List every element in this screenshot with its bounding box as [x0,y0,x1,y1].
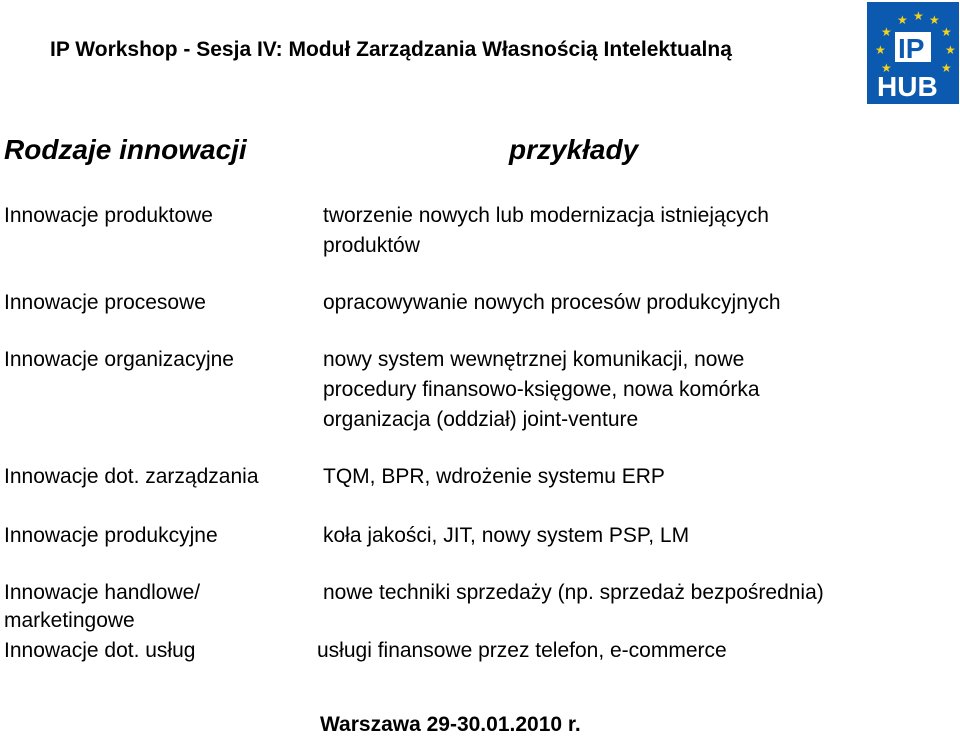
row-text-organizational-line3: organizacja (oddział) joint-venture [323,408,639,431]
svg-text:★: ★ [897,13,908,27]
logo-text-top: IP [898,33,925,64]
column-heading-examples: przykłady [509,134,639,165]
svg-text:★: ★ [929,13,940,27]
row-label-production: Innowacje produkcyjne [4,524,218,547]
row-text-marketing-line1: nowe techniki sprzedaży (np. sprzedaż bezpośrednia) [323,581,824,604]
row-text-management-line1: TQM, BPR, wdrożenie systemu ERP [323,465,665,488]
row-label-organizational: Innowacje organizacyjne [4,348,234,371]
row-text-organizational-line2: procedury finansowo-księgowe, nowa komórka [323,378,760,401]
row-label-marketing-line2: marketingowe [4,609,135,632]
svg-text:★: ★ [881,61,892,75]
row-label-services: Innowacje dot. usług [4,639,196,662]
row-text-production-line1: koła jakości, JIT, nowy system PSP, LM [323,524,690,547]
logo-text-bottom: HUB [877,71,938,102]
row-label-process: Innowacje procesowe [4,291,206,314]
svg-text:★: ★ [913,9,924,23]
row-label-product: Innowacje produktowe [4,204,213,227]
row-text-services-line1: usługi finansowe przez telefon, e-commerce [317,639,727,662]
footer-date: Warszawa 29-30.01.2010 r. [320,713,581,736]
row-text-organizational-line1: nowy system wewnętrznej komunikacji, nowe [323,348,745,371]
row-text-product-line1: tworzenie nowych lub modernizacja istniejących [323,204,769,227]
column-heading-types: Rodzaje innowacji [4,134,247,165]
row-text-process-line1: opracowywanie nowych procesów produkcyjnych [323,291,781,314]
svg-text:★: ★ [881,25,892,39]
row-label-management: Innowacje dot. zarządzania [4,465,259,488]
row-label-marketing-line1: Innowacje handlowe/ [4,581,201,604]
row-text-product-line2: produktów [323,234,420,257]
ip-hub-logo [867,2,959,104]
svg-text:★: ★ [945,43,956,57]
svg-text:★: ★ [941,25,952,39]
page-title: IP Workshop - Sesja IV: Moduł Zarządzania Własnością Intelektualną [50,38,732,61]
svg-text:★: ★ [941,61,952,75]
svg-text:★: ★ [875,43,886,57]
